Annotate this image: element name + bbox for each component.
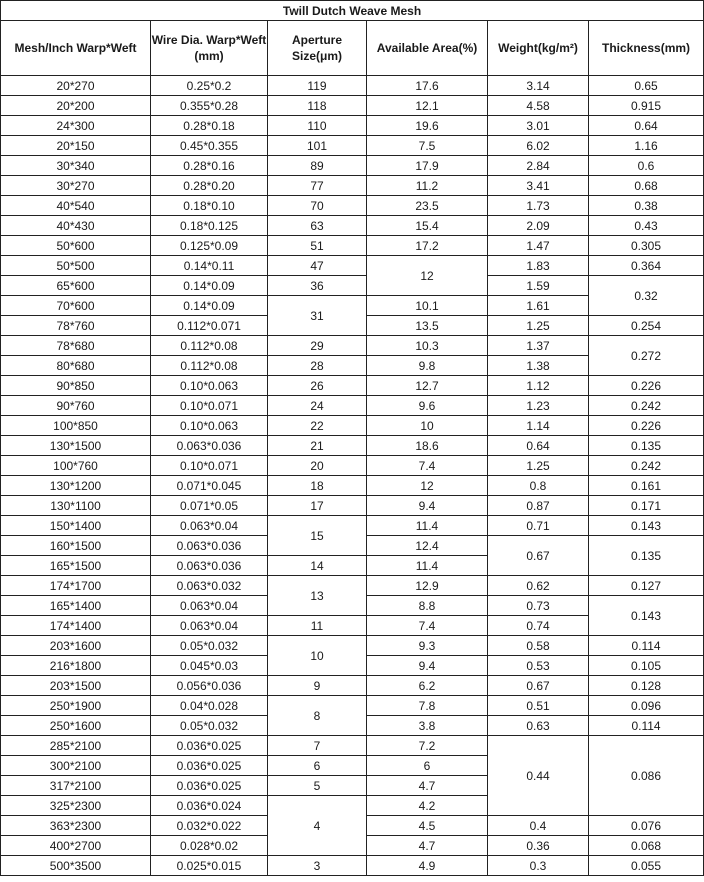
cell-mesh: 500*3500 (1, 856, 151, 876)
cell-weight: 1.25 (488, 316, 589, 336)
cell-aperture: 20 (268, 456, 367, 476)
cell-thickness: 0.096 (589, 696, 704, 716)
cell-mesh: 325*2300 (1, 796, 151, 816)
cell-wire: 0.028*0.02 (151, 836, 268, 856)
cell-mesh: 20*200 (1, 96, 151, 116)
cell-mesh: 90*760 (1, 396, 151, 416)
cell-wire: 0.28*0.20 (151, 176, 268, 196)
cell-thickness: 0.305 (589, 236, 704, 256)
table-row (1, 676, 704, 696)
cell-area: 23.5 (367, 196, 488, 216)
cell-wire: 0.063*0.04 (151, 616, 268, 636)
cell-mesh: 40*430 (1, 216, 151, 236)
cell-aperture: 110 (268, 116, 367, 136)
cell-weight: 1.12 (488, 376, 589, 396)
cell-thickness: 0.105 (589, 656, 704, 676)
cell-weight: 0.53 (488, 656, 589, 676)
cell-mesh: 80*680 (1, 356, 151, 376)
cell-thickness: 0.68 (589, 176, 704, 196)
cell-mesh: 165*1500 (1, 556, 151, 576)
cell-mesh: 65*600 (1, 276, 151, 296)
cell-aperture: 119 (268, 76, 367, 96)
cell-thickness: 0.272 (589, 336, 704, 376)
header-wire-diameter: Wire Dia. Warp*Weft (mm) (151, 21, 268, 76)
cell-mesh: 174*1400 (1, 616, 151, 636)
cell-weight: 1.38 (488, 356, 589, 376)
cell-mesh: 285*2100 (1, 736, 151, 756)
cell-area: 7.2 (367, 736, 488, 756)
table-row (1, 376, 704, 396)
cell-area: 12.1 (367, 96, 488, 116)
cell-area: 6 (367, 756, 488, 776)
cell-mesh: 90*850 (1, 376, 151, 396)
cell-weight: 3.14 (488, 76, 589, 96)
cell-weight: 3.01 (488, 116, 589, 136)
cell-mesh: 300*2100 (1, 756, 151, 776)
cell-area: 18.6 (367, 436, 488, 456)
cell-area: 11.4 (367, 556, 488, 576)
cell-wire: 0.025*0.015 (151, 856, 268, 876)
cell-weight: 1.83 (488, 256, 589, 276)
cell-thickness: 0.143 (589, 516, 704, 536)
cell-wire: 0.032*0.022 (151, 816, 268, 836)
table-row (1, 696, 704, 716)
cell-aperture: 89 (268, 156, 367, 176)
cell-wire: 0.18*0.10 (151, 196, 268, 216)
cell-mesh: 160*1500 (1, 536, 151, 556)
cell-thickness: 0.226 (589, 416, 704, 436)
cell-wire: 0.10*0.063 (151, 416, 268, 436)
cell-wire: 0.18*0.125 (151, 216, 268, 236)
cell-wire: 0.05*0.032 (151, 636, 268, 656)
cell-wire: 0.112*0.071 (151, 316, 268, 336)
cell-area: 17.6 (367, 76, 488, 96)
cell-weight: 0.8 (488, 476, 589, 496)
cell-wire: 0.045*0.03 (151, 656, 268, 676)
cell-wire: 0.036*0.024 (151, 796, 268, 816)
cell-mesh: 50*500 (1, 256, 151, 276)
table-row (1, 436, 704, 456)
cell-thickness: 0.086 (589, 736, 704, 816)
cell-area: 17.2 (367, 236, 488, 256)
table-row (1, 576, 704, 596)
table-row (1, 96, 704, 116)
cell-wire: 0.125*0.09 (151, 236, 268, 256)
cell-area: 9.4 (367, 656, 488, 676)
cell-thickness: 0.64 (589, 116, 704, 136)
cell-thickness: 0.43 (589, 216, 704, 236)
cell-aperture: 22 (268, 416, 367, 436)
cell-aperture: 11 (268, 616, 367, 636)
cell-area: 9.3 (367, 636, 488, 656)
cell-thickness: 0.135 (589, 436, 704, 456)
cell-mesh: 216*1800 (1, 656, 151, 676)
cell-weight: 4.58 (488, 96, 589, 116)
table-row (1, 416, 704, 436)
cell-weight: 0.71 (488, 516, 589, 536)
table-row (1, 856, 704, 876)
cell-mesh: 70*600 (1, 296, 151, 316)
cell-thickness: 0.127 (589, 576, 704, 596)
cell-weight: 0.51 (488, 696, 589, 716)
cell-wire: 0.036*0.025 (151, 776, 268, 796)
cell-mesh: 100*760 (1, 456, 151, 476)
cell-wire: 0.10*0.063 (151, 376, 268, 396)
cell-aperture: 5 (268, 776, 367, 796)
cell-mesh: 50*600 (1, 236, 151, 256)
cell-mesh: 30*340 (1, 156, 151, 176)
cell-aperture: 77 (268, 176, 367, 196)
cell-thickness: 0.114 (589, 636, 704, 656)
cell-aperture: 51 (268, 236, 367, 256)
cell-thickness: 0.076 (589, 816, 704, 836)
cell-aperture: 9 (268, 676, 367, 696)
cell-wire: 0.063*0.036 (151, 536, 268, 556)
table-row (1, 336, 704, 356)
cell-thickness: 0.114 (589, 716, 704, 736)
cell-wire: 0.063*0.036 (151, 556, 268, 576)
cell-thickness: 0.32 (589, 276, 704, 316)
cell-area: 4.7 (367, 836, 488, 856)
cell-area: 4.5 (367, 816, 488, 836)
cell-thickness: 0.242 (589, 456, 704, 476)
cell-area: 9.6 (367, 396, 488, 416)
cell-thickness: 0.226 (589, 376, 704, 396)
cell-weight: 0.58 (488, 636, 589, 656)
cell-aperture: 118 (268, 96, 367, 116)
cell-thickness: 0.143 (589, 596, 704, 636)
cell-weight: 0.63 (488, 716, 589, 736)
cell-thickness: 0.915 (589, 96, 704, 116)
cell-area: 12.7 (367, 376, 488, 396)
cell-weight: 0.73 (488, 596, 589, 616)
cell-aperture: 101 (268, 136, 367, 156)
cell-thickness: 0.128 (589, 676, 704, 696)
cell-wire: 0.056*0.036 (151, 676, 268, 696)
header-aperture-size: Aperture Size(μm) (268, 21, 367, 76)
header-available-area: Available Area(%) (367, 21, 488, 76)
cell-mesh: 78*680 (1, 336, 151, 356)
cell-area: 7.8 (367, 696, 488, 716)
cell-mesh: 250*1600 (1, 716, 151, 736)
table-row (1, 456, 704, 476)
cell-area: 19.6 (367, 116, 488, 136)
cell-aperture: 63 (268, 216, 367, 236)
cell-mesh: 317*2100 (1, 776, 151, 796)
cell-area: 6.2 (367, 676, 488, 696)
cell-weight: 3.41 (488, 176, 589, 196)
cell-thickness: 0.254 (589, 316, 704, 336)
cell-aperture: 4 (268, 796, 367, 856)
cell-wire: 0.45*0.355 (151, 136, 268, 156)
cell-mesh: 40*540 (1, 196, 151, 216)
cell-area: 12.4 (367, 536, 488, 556)
cell-mesh: 130*1500 (1, 436, 151, 456)
cell-area: 7.5 (367, 136, 488, 156)
cell-weight: 0.36 (488, 836, 589, 856)
cell-wire: 0.355*0.28 (151, 96, 268, 116)
table-row (1, 196, 704, 216)
cell-aperture: 70 (268, 196, 367, 216)
cell-mesh: 30*270 (1, 176, 151, 196)
table-title: Twill Dutch Weave Mesh (1, 1, 704, 21)
cell-weight: 0.87 (488, 496, 589, 516)
table-row (1, 116, 704, 136)
cell-wire: 0.063*0.032 (151, 576, 268, 596)
cell-weight: 1.47 (488, 236, 589, 256)
cell-mesh: 203*1600 (1, 636, 151, 656)
cell-aperture: 21 (268, 436, 367, 456)
cell-mesh: 130*1100 (1, 496, 151, 516)
cell-mesh: 250*1900 (1, 696, 151, 716)
cell-thickness: 0.242 (589, 396, 704, 416)
table-row (1, 136, 704, 156)
header-weight: Weight(kg/m²) (488, 21, 589, 76)
cell-area: 8.8 (367, 596, 488, 616)
cell-area: 10.3 (367, 336, 488, 356)
cell-mesh: 20*270 (1, 76, 151, 96)
cell-area: 17.9 (367, 156, 488, 176)
cell-area: 7.4 (367, 456, 488, 476)
cell-mesh: 130*1200 (1, 476, 151, 496)
cell-area: 11.4 (367, 516, 488, 536)
cell-weight: 2.09 (488, 216, 589, 236)
cell-aperture: 13 (268, 576, 367, 616)
cell-aperture: 18 (268, 476, 367, 496)
cell-weight: 0.62 (488, 576, 589, 596)
table-row (1, 236, 704, 256)
cell-wire: 0.036*0.025 (151, 736, 268, 756)
table-row (1, 636, 704, 656)
cell-wire: 0.10*0.071 (151, 456, 268, 476)
cell-wire: 0.10*0.071 (151, 396, 268, 416)
table-row (1, 476, 704, 496)
cell-area: 13.5 (367, 316, 488, 336)
cell-thickness: 0.6 (589, 156, 704, 176)
cell-aperture: 36 (268, 276, 367, 296)
cell-weight: 2.84 (488, 156, 589, 176)
cell-weight: 0.67 (488, 536, 589, 576)
cell-mesh: 78*760 (1, 316, 151, 336)
cell-area: 10 (367, 416, 488, 436)
cell-weight: 1.61 (488, 296, 589, 316)
cell-mesh: 363*2300 (1, 816, 151, 836)
cell-weight: 0.4 (488, 816, 589, 836)
cell-weight: 1.25 (488, 456, 589, 476)
cell-weight: 0.64 (488, 436, 589, 456)
cell-wire: 0.112*0.08 (151, 336, 268, 356)
cell-weight: 0.67 (488, 676, 589, 696)
table-row (1, 736, 704, 756)
cell-weight: 0.44 (488, 736, 589, 816)
cell-weight: 1.73 (488, 196, 589, 216)
cell-aperture: 10 (268, 636, 367, 676)
cell-area: 4.2 (367, 796, 488, 816)
cell-aperture: 8 (268, 696, 367, 736)
cell-aperture: 7 (268, 736, 367, 756)
cell-aperture: 29 (268, 336, 367, 356)
cell-aperture: 6 (268, 756, 367, 776)
cell-mesh: 165*1400 (1, 596, 151, 616)
cell-wire: 0.14*0.11 (151, 256, 268, 276)
table-row (1, 516, 704, 536)
cell-wire: 0.14*0.09 (151, 276, 268, 296)
cell-wire: 0.071*0.045 (151, 476, 268, 496)
table-row (1, 396, 704, 416)
table-row (1, 156, 704, 176)
cell-area: 3.8 (367, 716, 488, 736)
cell-area: 4.9 (367, 856, 488, 876)
table-row (1, 256, 704, 276)
cell-thickness: 0.171 (589, 496, 704, 516)
cell-thickness: 0.068 (589, 836, 704, 856)
cell-weight: 1.59 (488, 276, 589, 296)
cell-area: 9.8 (367, 356, 488, 376)
cell-mesh: 203*1500 (1, 676, 151, 696)
table-row (1, 276, 704, 296)
table-row (1, 76, 704, 96)
cell-wire: 0.05*0.032 (151, 716, 268, 736)
cell-aperture: 15 (268, 516, 367, 556)
cell-thickness: 0.38 (589, 196, 704, 216)
cell-mesh: 20*150 (1, 136, 151, 156)
cell-area: 12.9 (367, 576, 488, 596)
header-thickness: Thickness(mm) (589, 21, 704, 76)
cell-area: 10.1 (367, 296, 488, 316)
cell-weight: 1.37 (488, 336, 589, 356)
cell-aperture: 14 (268, 556, 367, 576)
cell-mesh: 174*1700 (1, 576, 151, 596)
cell-wire: 0.063*0.04 (151, 596, 268, 616)
cell-wire: 0.25*0.2 (151, 76, 268, 96)
cell-wire: 0.063*0.04 (151, 516, 268, 536)
cell-mesh: 100*850 (1, 416, 151, 436)
cell-weight: 6.02 (488, 136, 589, 156)
cell-aperture: 24 (268, 396, 367, 416)
cell-thickness: 0.65 (589, 76, 704, 96)
cell-aperture: 17 (268, 496, 367, 516)
cell-aperture: 3 (268, 856, 367, 876)
table-row (1, 496, 704, 516)
cell-aperture: 26 (268, 376, 367, 396)
cell-mesh: 400*2700 (1, 836, 151, 856)
table-row (1, 216, 704, 236)
cell-thickness: 0.161 (589, 476, 704, 496)
cell-thickness: 0.364 (589, 256, 704, 276)
cell-weight: 1.23 (488, 396, 589, 416)
cell-thickness: 0.055 (589, 856, 704, 876)
cell-weight: 0.74 (488, 616, 589, 636)
cell-area: 7.4 (367, 616, 488, 636)
cell-area: 12 (367, 256, 488, 296)
cell-area: 15.4 (367, 216, 488, 236)
cell-wire: 0.28*0.16 (151, 156, 268, 176)
cell-mesh: 150*1400 (1, 516, 151, 536)
header-mesh: Mesh/Inch Warp*Weft (1, 21, 151, 76)
cell-wire: 0.036*0.025 (151, 756, 268, 776)
cell-mesh: 24*300 (1, 116, 151, 136)
table-row (1, 176, 704, 196)
cell-wire: 0.04*0.028 (151, 696, 268, 716)
cell-weight: 1.14 (488, 416, 589, 436)
cell-thickness: 1.16 (589, 136, 704, 156)
cell-area: 4.7 (367, 776, 488, 796)
cell-wire: 0.112*0.08 (151, 356, 268, 376)
cell-wire: 0.063*0.036 (151, 436, 268, 456)
cell-aperture: 31 (268, 296, 367, 336)
cell-thickness: 0.135 (589, 536, 704, 576)
cell-aperture: 47 (268, 256, 367, 276)
cell-wire: 0.14*0.09 (151, 296, 268, 316)
cell-area: 11.2 (367, 176, 488, 196)
cell-area: 9.4 (367, 496, 488, 516)
cell-wire: 0.28*0.18 (151, 116, 268, 136)
cell-weight: 0.3 (488, 856, 589, 876)
cell-aperture: 28 (268, 356, 367, 376)
cell-wire: 0.071*0.05 (151, 496, 268, 516)
cell-area: 12 (367, 476, 488, 496)
